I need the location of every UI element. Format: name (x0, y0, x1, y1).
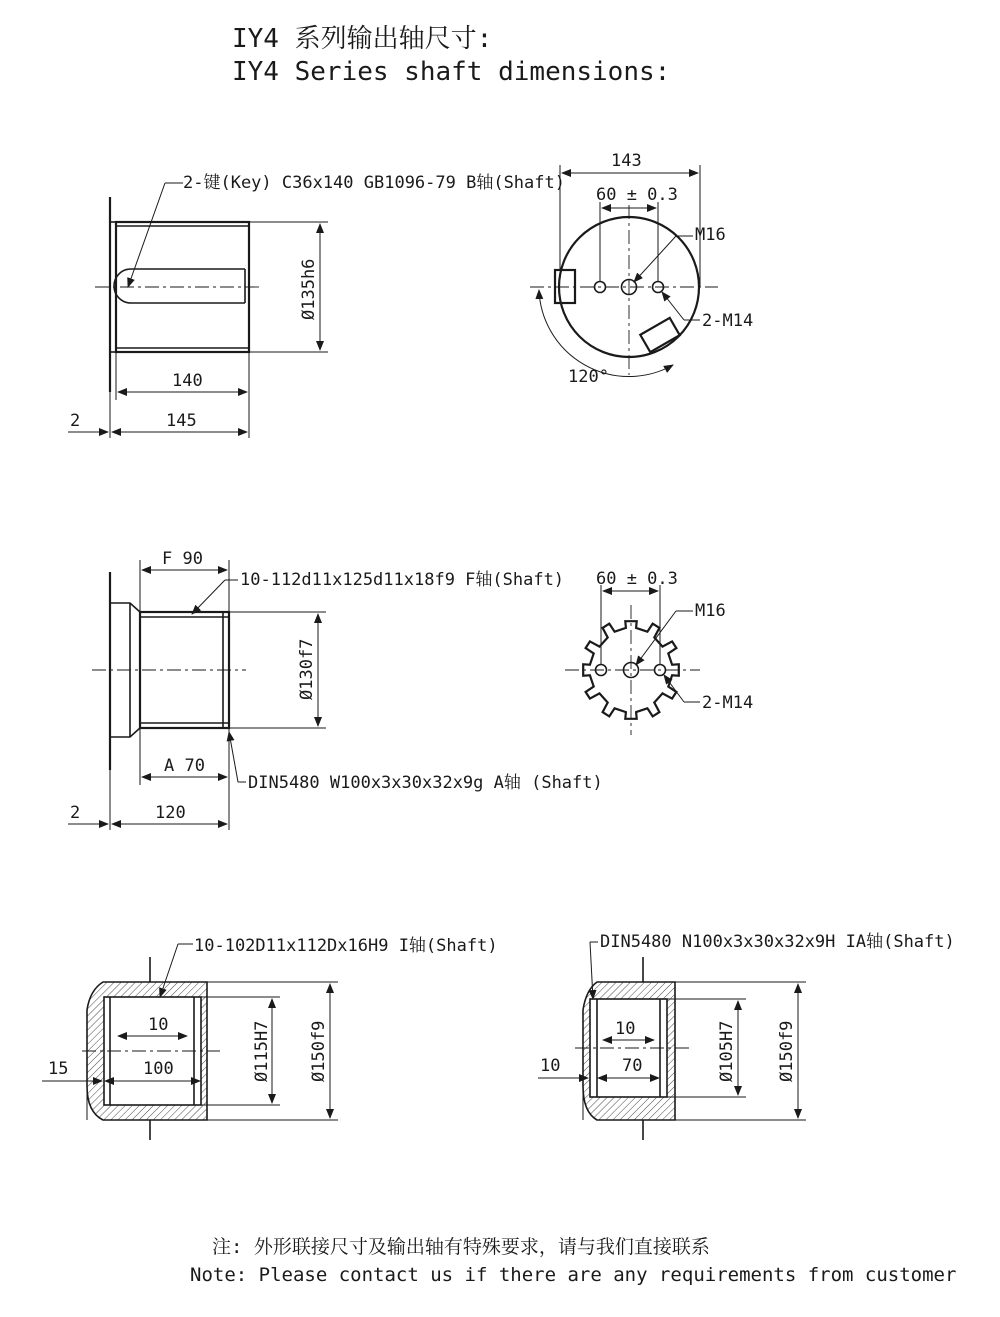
i-bore-100: 100 (143, 1059, 174, 1079)
b-length-140: 140 (172, 371, 203, 391)
ia-spline-label: DIN5480 N100x3x30x32x9H IA轴(Shaft) (600, 932, 955, 952)
ia-offset-10: 10 (540, 1056, 561, 1076)
b-shaft-side-view (68, 173, 565, 438)
note-block (190, 1236, 956, 1286)
fa-diameter-label: Ø130f7 (297, 638, 317, 700)
note-cn: 注: 外形联接尺寸及输出轴有特殊要求，请与我们直接联系 (212, 1236, 710, 1258)
ia-bore-70: 70 (622, 1056, 643, 1076)
b-key-label: 2-键(Key) C36x140 GB1096-79 B轴(Shaft) (183, 173, 565, 193)
i-offset-15: 15 (48, 1059, 69, 1079)
note-en: Note: Please contact us if there are any requirements from customer (190, 1264, 957, 1286)
fa-a-spline: DIN5480 W100x3x30x32x9g A轴 (Shaft) (248, 773, 603, 793)
b-diameter-label: Ø135h6 (299, 258, 319, 320)
i-outer-diameter: Ø150f9 (309, 1020, 329, 1082)
title-en: IY4 Series shaft dimensions: (232, 57, 671, 87)
fa-total-length: 120 (155, 803, 186, 823)
ia-inner-diameter: Ø105H7 (717, 1020, 737, 1082)
i-groove-10: 10 (148, 1015, 169, 1035)
ia-groove-10: 10 (615, 1019, 636, 1039)
i-spline-label: 10-102D11x112Dx16H9 I轴(Shaft) (194, 936, 498, 956)
fa-end-m14: 2-M14 (702, 693, 754, 713)
b-end-angle: 120° (568, 367, 609, 387)
ia-hollow-shaft-view (538, 932, 955, 1140)
i-inner-diameter: Ø115H7 (252, 1020, 272, 1082)
fa-offset-2: 2 (70, 803, 81, 823)
b-end-width-143: 143 (611, 151, 642, 171)
ia-outer-diameter: Ø150f9 (777, 1020, 797, 1082)
fa-f-spline: 10-112d11x125d11x18f9 F轴(Shaft) (240, 570, 565, 590)
title-cn: IY4 系列输出轴尺寸: (232, 24, 493, 54)
fa-f-length: F 90 (162, 549, 203, 569)
b-length-145: 145 (166, 411, 197, 431)
fa-end-m16: M16 (695, 601, 726, 621)
fa-shaft-end-view (565, 569, 753, 735)
fa-a-length: A 70 (164, 756, 205, 776)
b-offset-2: 2 (70, 411, 81, 431)
fa-shaft-side-view (68, 549, 603, 830)
i-hollow-shaft-view (42, 936, 498, 1140)
b-end-m14: 2-M14 (702, 311, 754, 331)
b-end-spacing: 60 ± 0.3 (596, 185, 678, 205)
fa-end-spacing: 60 ± 0.3 (596, 569, 678, 589)
title-block (232, 24, 670, 87)
b-end-m16: M16 (695, 225, 726, 245)
